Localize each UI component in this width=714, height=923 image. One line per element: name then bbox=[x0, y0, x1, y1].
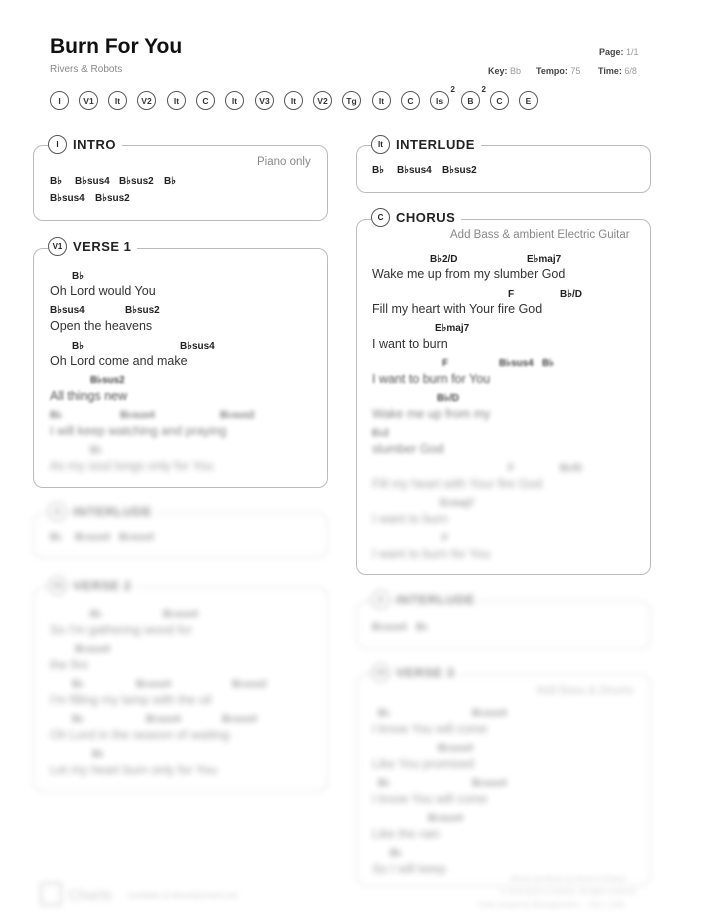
chord: B♭sus4 bbox=[136, 679, 171, 690]
lyric-line: I will keep watching and praying bbox=[50, 424, 227, 438]
chord: B♭sus4 bbox=[428, 813, 463, 824]
verse3-header bbox=[371, 663, 460, 682]
roadmap-item[interactable]: V3 bbox=[255, 91, 274, 110]
chord: E♭maj7 bbox=[435, 323, 470, 334]
lyric-line: I want to burn for You bbox=[372, 547, 491, 561]
roadmap-item[interactable]: It bbox=[372, 91, 391, 110]
chord: E♭maj7 bbox=[527, 254, 562, 265]
interlude-left-badge: It bbox=[48, 502, 67, 521]
roadmap-item[interactable]: Tg bbox=[342, 91, 361, 110]
chord: F bbox=[442, 533, 449, 544]
chord: B♭sus4 bbox=[397, 165, 432, 176]
roadmap-item[interactable]: C bbox=[401, 91, 420, 110]
lyric-line: Wake me up from my slumber God bbox=[372, 267, 566, 281]
intro-note: Piano only bbox=[257, 156, 311, 168]
chord: B♭sus2 bbox=[232, 679, 267, 690]
roadmap-item[interactable]: I bbox=[50, 91, 69, 110]
lyric-line: I want to burn bbox=[372, 337, 448, 351]
lyric-line: Open the heavens bbox=[50, 319, 153, 333]
footer-copyright-1: Words and Music by Rivers & Robots bbox=[510, 876, 626, 883]
verse3-note: Add Bass & Drums bbox=[536, 685, 634, 697]
lyric-line: I'm filling my lamp with the oil bbox=[50, 693, 212, 707]
roadmap-repeat-count: 2 bbox=[481, 85, 486, 94]
song-artist: Rivers & Robots bbox=[50, 64, 123, 75]
lyric-line: Wake me up from my bbox=[372, 407, 491, 421]
interlude-right-title: INTERLUDE bbox=[396, 137, 475, 152]
interlude-right2-header bbox=[371, 590, 481, 609]
verse2-title: VERSE 2 bbox=[73, 578, 132, 593]
chord: B♭ bbox=[72, 679, 84, 690]
intro-badge: I bbox=[48, 135, 67, 154]
lyric-line: So I'm gathering wood for bbox=[50, 623, 193, 637]
chord: F bbox=[442, 358, 449, 369]
interlude-right-badge: It bbox=[371, 135, 390, 154]
chord: B♭sus4 bbox=[75, 644, 110, 655]
lyric-line: Fill my heart with Your fire God bbox=[372, 477, 543, 491]
chord: B♭sus4 bbox=[472, 708, 507, 719]
chord: B♭sus2 bbox=[220, 410, 255, 421]
roadmap-item[interactable]: C bbox=[196, 91, 215, 110]
lyric-line: I know You will come bbox=[372, 722, 488, 736]
lyric-line: slumber God bbox=[372, 442, 444, 456]
verse3-badge: V3 bbox=[371, 663, 390, 682]
roadmap-item[interactable]: V1 bbox=[79, 91, 98, 110]
chord: B♭ bbox=[72, 341, 84, 352]
lyric-line: So I will keep bbox=[372, 862, 446, 876]
chord: B♭ bbox=[50, 176, 62, 187]
lyric-line: I know You will come bbox=[372, 792, 488, 806]
chord: B♭ bbox=[50, 532, 62, 543]
lyric-line: I want to burn for You bbox=[372, 372, 491, 386]
footer-copyright-2: © 2016 Rivers & Robots. All rights reserved. bbox=[500, 889, 637, 896]
chord: B♭sus4 bbox=[180, 341, 215, 352]
chord: B♭ bbox=[164, 176, 176, 187]
chord: B♭sus4 bbox=[50, 193, 85, 204]
roadmap-item[interactable]: It bbox=[225, 91, 244, 110]
chord: B♭sus4 bbox=[119, 532, 154, 543]
verse1-header bbox=[48, 237, 137, 256]
interlude-left-title: INTERLUDE bbox=[73, 504, 152, 519]
interlude-right2-title: INTERLUDE bbox=[396, 592, 475, 607]
chord: B♭sus4 bbox=[499, 358, 534, 369]
roadmap-repeat-count: 2 bbox=[450, 85, 455, 94]
lyric-line: Like the rain bbox=[372, 827, 441, 841]
chord: B♭ bbox=[372, 165, 384, 176]
chord: B♭sus4 bbox=[372, 622, 407, 633]
verse1-title: VERSE 1 bbox=[73, 239, 132, 254]
tempo-meta: Tempo: 75 bbox=[536, 66, 581, 76]
interlude-left-header bbox=[48, 502, 158, 521]
chord: B♭sus4 bbox=[163, 609, 198, 620]
interlude-right-header bbox=[371, 135, 481, 154]
song-title: Burn For You bbox=[50, 35, 183, 58]
chord: B♭sus4 bbox=[120, 410, 155, 421]
chord: B♭sus2 bbox=[95, 193, 130, 204]
roadmap-item[interactable]: V2 bbox=[313, 91, 332, 110]
chord: B♭ bbox=[416, 622, 428, 633]
chord: B♭/D bbox=[560, 463, 582, 474]
chord: B♭ bbox=[378, 708, 390, 719]
chord: F bbox=[508, 289, 515, 300]
chord: B♭2/D bbox=[430, 254, 458, 265]
chorus-note: Add Bass & ambient Electric Guitar bbox=[450, 229, 630, 241]
chord: B♭ bbox=[92, 749, 104, 760]
verse2-header bbox=[48, 576, 137, 595]
chord: B♭sus2 bbox=[119, 176, 154, 187]
intro-header bbox=[48, 135, 122, 154]
chord: B♭ bbox=[542, 358, 554, 369]
chorus-badge: C bbox=[371, 208, 390, 227]
roadmap-item[interactable]: It bbox=[108, 91, 127, 110]
chord: B♭/D bbox=[437, 393, 459, 404]
footer-tagline: Available at WorshipCharts.net bbox=[128, 891, 238, 900]
interlude-right2-badge: It bbox=[371, 590, 390, 609]
roadmap-item[interactable]: E bbox=[519, 91, 538, 110]
chord: B♭sus4 bbox=[50, 305, 85, 316]
chord: B♭sus4 bbox=[75, 532, 110, 543]
roadmap-item[interactable]: B 2 bbox=[461, 91, 480, 110]
verse3-title: VERSE 3 bbox=[396, 665, 455, 680]
chord: F bbox=[508, 463, 515, 474]
verse1-badge: V1 bbox=[48, 237, 67, 256]
lyric-line: Oh Lord in the season of waiting bbox=[50, 728, 230, 742]
roadmap-item[interactable]: It bbox=[167, 91, 186, 110]
chord: B♭sus4 bbox=[472, 778, 507, 789]
time-meta: Time: 6/8 bbox=[598, 66, 637, 76]
chord: B♭sus4 bbox=[222, 714, 257, 725]
chord: B♭ bbox=[50, 410, 62, 421]
chord: E♭maj7 bbox=[440, 498, 475, 509]
chord: B♭/D bbox=[560, 289, 582, 300]
chord: B♭ bbox=[390, 848, 402, 859]
chord: B♭ bbox=[90, 445, 102, 456]
lyric-line: Let my heart burn only for You bbox=[50, 763, 217, 777]
lyric-line: Oh Lord would You bbox=[50, 284, 156, 298]
chorus-header bbox=[371, 208, 461, 227]
brand-logo-icon bbox=[40, 882, 62, 906]
lyric-line: the fire bbox=[50, 658, 89, 672]
footer-brand: Charts bbox=[68, 887, 113, 904]
chorus-title: CHORUS bbox=[396, 210, 456, 225]
roadmap-item[interactable]: C bbox=[490, 91, 509, 110]
chord: B♭ bbox=[72, 714, 84, 725]
lyric-line: Oh Lord come and make bbox=[50, 354, 188, 368]
footer-copyright-3: Chart created by WorshipCharts — CCLI: 1234 bbox=[478, 902, 625, 909]
chord: B♭ bbox=[72, 271, 84, 282]
chord: B♭sus2 bbox=[442, 165, 477, 176]
page-meta: Page: 1/1 bbox=[599, 47, 639, 57]
chord: B♭ bbox=[90, 609, 102, 620]
lyric-line: As my soul longs only for You bbox=[50, 459, 214, 473]
chord: E♭2 bbox=[372, 428, 389, 439]
lyric-line: Like You promised bbox=[372, 757, 475, 771]
lyric-line: All things new bbox=[50, 389, 128, 403]
intro-title: INTRO bbox=[73, 137, 116, 152]
chord: B♭sus4 bbox=[75, 176, 110, 187]
chord: B♭sus2 bbox=[90, 375, 125, 386]
chord: B♭ bbox=[378, 778, 390, 789]
verse2-badge: V2 bbox=[48, 576, 67, 595]
roadmap-item[interactable]: V2 bbox=[137, 91, 156, 110]
key-meta: Key: Bb bbox=[488, 66, 522, 76]
roadmap-item[interactable]: Is 2 bbox=[430, 91, 449, 110]
chord: B♭sus4 bbox=[146, 714, 181, 725]
chord: B♭sus4 bbox=[438, 743, 473, 754]
lyric-line: I want to burn bbox=[372, 512, 448, 526]
roadmap-item[interactable]: It bbox=[284, 91, 303, 110]
chord: B♭sus2 bbox=[125, 305, 160, 316]
lyric-line: Fill my heart with Your fire God bbox=[372, 302, 543, 316]
